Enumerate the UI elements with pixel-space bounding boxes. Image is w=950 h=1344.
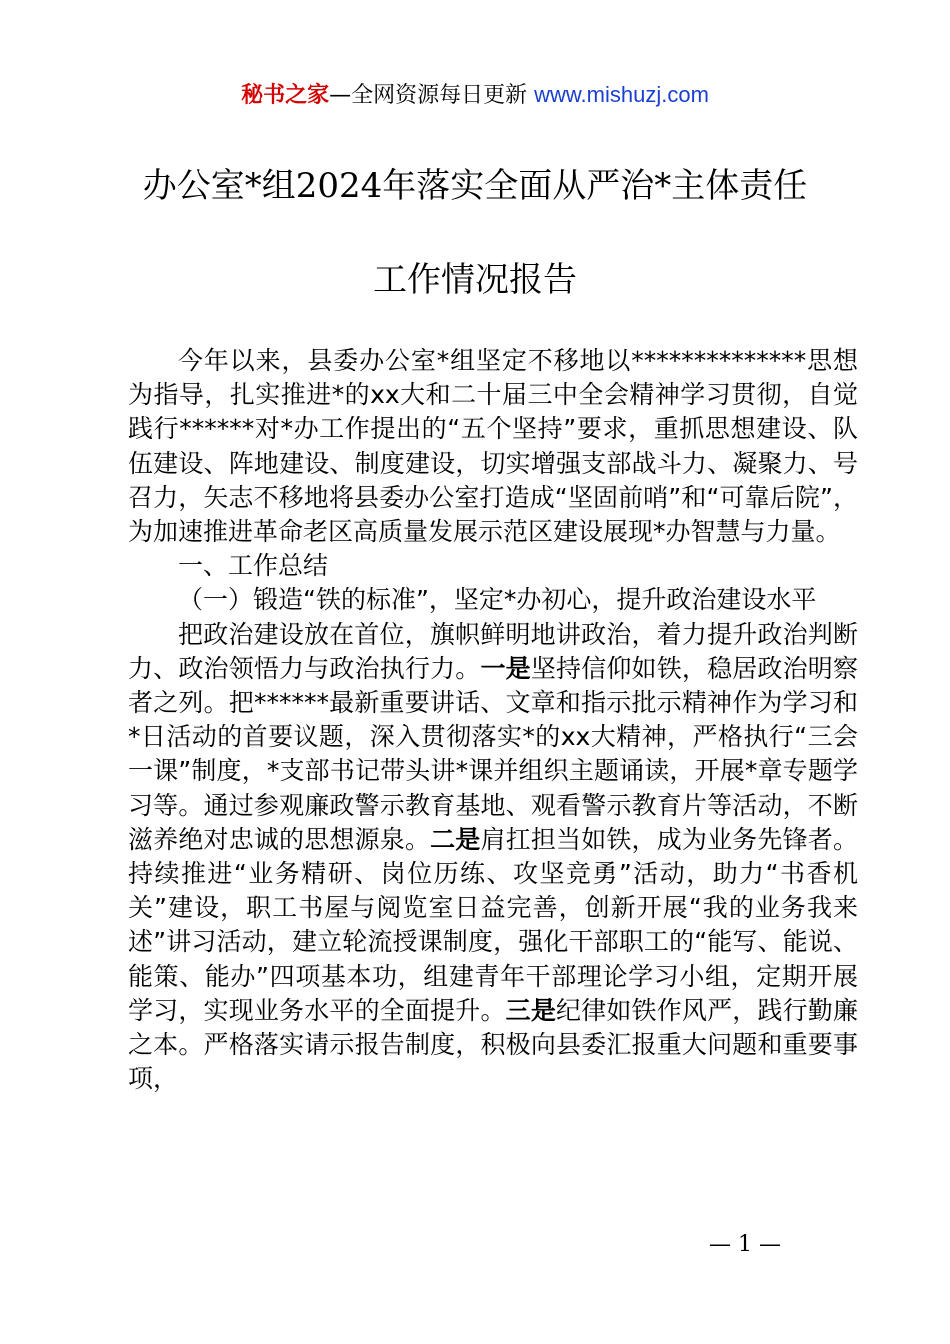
banner-brand: 秘书之家 (241, 83, 330, 108)
intro-paragraph: 今年以来，县委办公室*组坚定不移地以**************思想为指导，扎实推进*的xx大和二十届三中全会精神学习贯彻，自觉践行******对*办工作提出的“五个坚持”要求，重抓思想建设、队伍建设、阵地建设、制度建设，切实增强支部战斗力、凝聚力、号召力，矢志不移地将县委办公室打造成“坚固前哨”和“可靠后院”，为加速推进革命老区高质量发展示范区建设展现*办智慧与力量。 (128, 346, 858, 547)
banner-url-link[interactable]: www.mishuzj.com (534, 82, 709, 107)
banner-slogan: —全网资源每日更新 (329, 83, 528, 108)
section-heading: 一、工作总结 (178, 551, 329, 581)
paragraph-point-1: 坚持信仰如铁，稳居政治明察者之列。把******最新重要讲话、文章和指示批示精神作为学习和*日活动的首要议题，深入贯彻落实*的xx大精神，严格执行“三会一课”制度，*支部书记带头讲*课并组织主题诵读，开展*章专题学习等。通过参观廉政警示教育基地、观看警示教育片等活动，不断滋养绝对忠诚的思想源泉。 (128, 653, 858, 854)
subsection-heading: （一）锻造“铁的标准”，坚定*办初心，提升政治建设水平 (178, 585, 817, 615)
site-banner (0, 80, 950, 111)
document-title-line1: 办公室*组2024年落实全面从严治*主体责任 (142, 166, 808, 206)
paragraph-point-3: 纪律如铁作风严，践行勤廉之本。严格落实请示报告制度，积极向县委汇报重大问题和重要事项， (128, 995, 858, 1094)
paragraph-point-2: 肩扛担当如铁，成为业务先锋者。持续推进“业务精研、岗位历练、攻坚竞勇”活动，助力“书香机关”建设，职工书屋与阅览室日益完善，创新开展“我的业务我来述”讲习活动，建立轮流授课制度，强化干部职工的“能写、能说、能策、能办”四项基本功，组建青年干部理论学习小组，定期开展学习，实现业务水平的全面提升。 (128, 824, 858, 1025)
paragraph-lead: 把政治建设放在首位，旗帜鲜明地讲政治，着力提升政治判断力、政治领悟力与政治执行力。 (128, 619, 858, 683)
keyword-third: 三是 (505, 995, 557, 1025)
page-number: — 1 — (709, 1232, 781, 1257)
body-paragraph (128, 618, 858, 1097)
document-title-line2: 工作情况报告 (373, 260, 577, 300)
keyword-second: 二是 (430, 824, 481, 854)
document-body (128, 344, 858, 1096)
keyword-first: 一是 (480, 653, 531, 683)
